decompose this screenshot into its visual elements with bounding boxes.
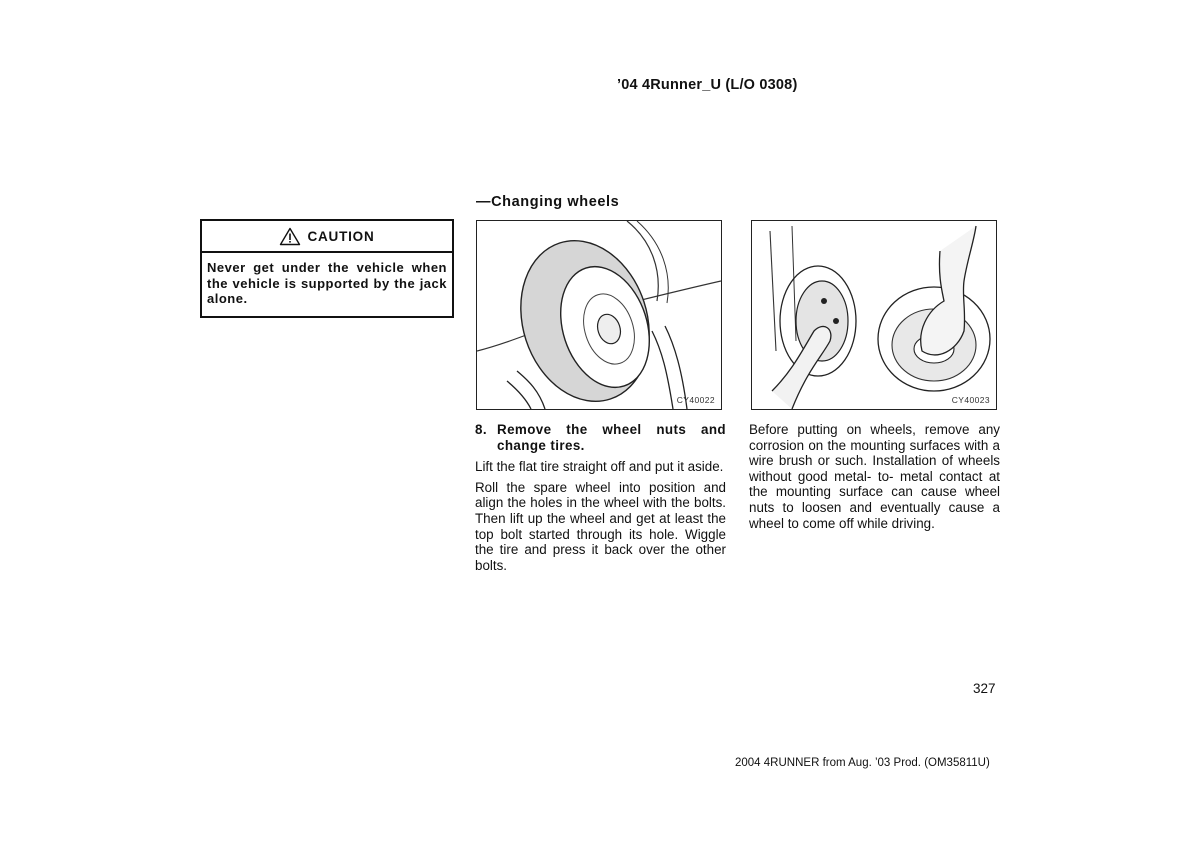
caution-label: CAUTION <box>307 228 375 244</box>
right-text-column <box>749 422 1000 536</box>
cleaning-illustration <box>752 221 996 409</box>
caution-box <box>200 219 454 318</box>
paragraph: Roll the spare wheel into position and align the holes in the wheel with the bolts. Then lift up the wheel and get at least the top bolt started through its hole. Wiggle the tire and press it back over the other bolts. <box>475 479 726 573</box>
section-title: —Changing wheels <box>476 194 620 210</box>
figure-cleaning-surface <box>751 220 997 410</box>
figure-code: CY40022 <box>676 395 715 405</box>
figure-tire-change <box>476 220 722 410</box>
caution-text: Never get under the vehicle when the vehicle is supported by the jack alone. <box>207 260 447 306</box>
tire-illustration <box>477 221 721 409</box>
document-header: ’04 4Runner_U (L/O 0308) <box>617 77 798 93</box>
paragraph: Before putting on wheels, remove any corrosion on the mounting surfaces with a wire brush or such. Installation of wheels without good metal- to- metal contact at the mounting surface can cause wheel nuts to loosen and eventually cause a wheel to come off while driving. <box>749 422 1000 531</box>
page-number: 327 <box>973 681 996 696</box>
warning-triangle-icon <box>279 227 301 246</box>
document-footer: 2004 4RUNNER from Aug. ’03 Prod. (OM35811U) <box>735 757 990 769</box>
step-title: Remove the wheel nuts and change tires. <box>497 422 726 453</box>
left-text-column <box>475 422 726 578</box>
step-heading <box>475 422 726 453</box>
caution-header <box>202 221 452 253</box>
figure-code: CY40023 <box>951 395 990 405</box>
paragraph: Lift the flat tire straight off and put it aside. <box>475 459 724 475</box>
step-number: 8. <box>475 422 487 437</box>
